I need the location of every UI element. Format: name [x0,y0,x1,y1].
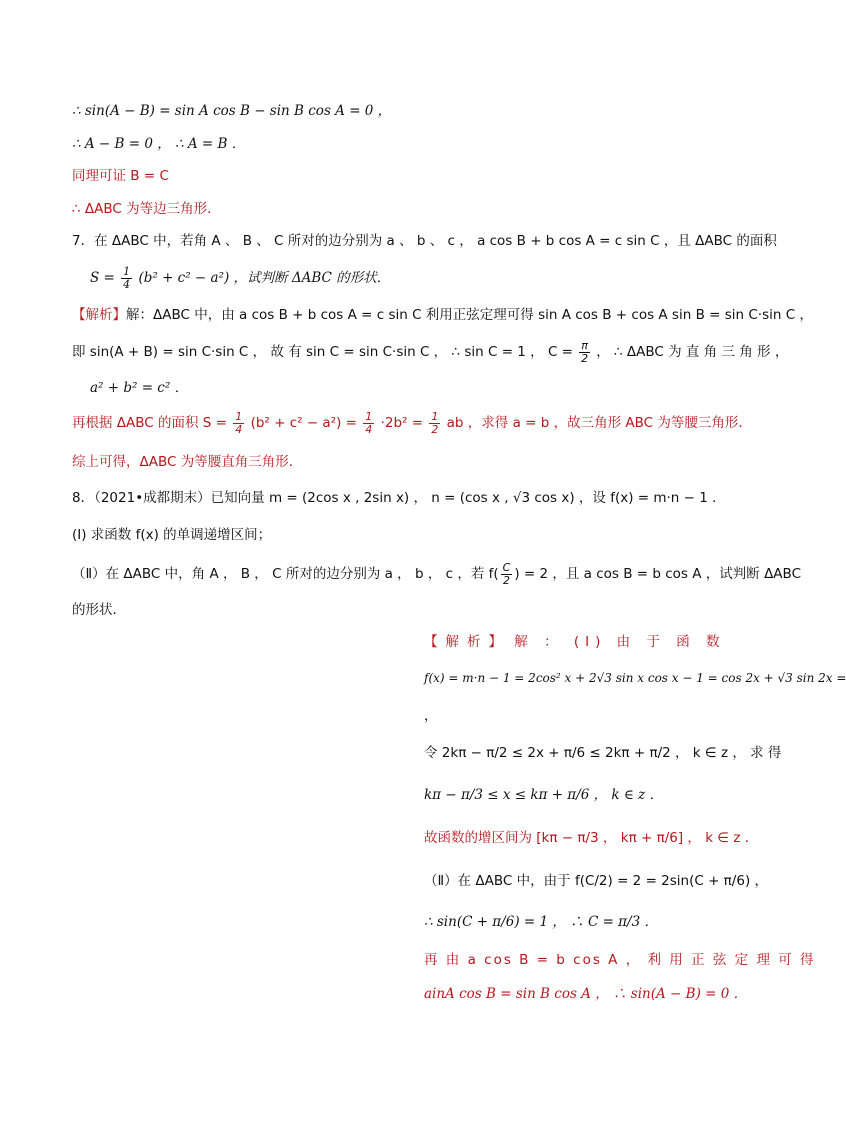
solution-8-line: kπ − π/3 ≤ x ≤ kπ + π/6 ， k ∈ z ． [424,787,664,803]
analysis-tag: 【解析】 [424,634,510,650]
solution-7-line: 综上可得，ΔABC 为等腰直角三角形． [72,454,303,470]
fraction-numerator: π [581,338,588,352]
fraction-numerator: 1 [431,409,439,423]
solution-8-line: 再 由 a cos B = b cos A ， 利 用 正 弦 定 理 可 得 [424,952,816,968]
text-line: ∴ sin(A − B) = sin A cos B − sin B cos A = 0 ， [72,103,392,119]
solution-8-line: 令 2kπ − π/2 ≤ 2x + π/6 ≤ 2kπ + π/2 ， k ∈ z ， 求 得 [424,745,782,761]
solution-text: (b² + c² − a²) = [250,415,357,431]
solution-8-line: ， [424,708,438,724]
fraction [579,340,590,365]
fraction [501,562,513,587]
fraction [363,411,374,436]
fraction [121,266,132,291]
solution-7-line [72,338,788,366]
fraction-numerator: C [502,560,511,574]
solution-text: ·2b² = [380,415,424,431]
solution-text: ab ，求得 a = b ，故三角形 ABC 为等腰三角形． [446,415,752,431]
fraction [233,411,244,436]
fraction-denominator: 4 [235,422,243,436]
question-7-text: 7．在 ΔABC 中，若角 A 、 B 、 C 所对的边分别为 a 、 b 、 c ， a cos B + b cos A = c sin C ，且 ΔABC 的面积 [72,233,777,249]
fraction-denominator: 2 [502,573,510,587]
question-text: ) = 2 ，且 a cos B = b cos A ，试判断 ΔABC [514,566,801,582]
question-text: （Ⅱ）在 ΔABC 中，角 A ， B ， C 所对的边分别为 a ， b ， c ，若 f( [72,566,499,582]
text-line: 同理可证 B = C [72,168,169,184]
solution-8-line: （Ⅱ）在 ΔABC 中，由于 f(C/2) = 2 = 2sin(C + π/6) ， [424,873,769,889]
solution-7-line [72,305,813,325]
question-7-formula [90,264,390,292]
question-8-text: (I) 求函数 f(x) 的单调递增区间； [72,527,272,543]
solution-8-line [424,632,726,652]
fraction-denominator: 4 [365,422,373,436]
question-8-text: 的形状． [72,602,126,618]
solution-8-line: 故函数的增区间为 [kπ − π/3 ， kπ + π/6] ， k ∈ z ． [424,830,759,846]
solution-text: ， ∴ ΔABC 为 直 角 三 角 形 ， [596,344,789,360]
fraction-numerator: 1 [235,409,243,423]
question-8-text [72,560,801,588]
solution-8-line: ∴ sin(C + π/6) = 1 ， ∴ C = π/3 ． [424,914,658,930]
fraction [429,411,440,436]
fraction-denominator: 2 [431,422,439,436]
text-line: ∴ ΔABC 为等边三角形． [72,201,221,217]
analysis-tag: 【解析】 [72,307,126,323]
formula-part: S = [90,270,115,286]
fraction-numerator: 1 [365,409,373,423]
solution-text: 即 sin(A + B) = sin C·sin C ， 故 有 sin C = sin C·sin C ， ∴ sin C = 1 ， C = [72,344,573,360]
solution-text: 再根据 ΔABC 的面积 S = [72,415,227,431]
solution-8-line: ainA cos B = sin B cos A ， ∴ sin(A − B) = 0 ． [424,986,748,1002]
solution-7-line: a² + b² = c² ． [90,380,189,396]
text-line: ∴ A − B = 0 ， ∴ A = B ． [72,136,246,152]
solution-7-line [72,409,752,437]
fraction-denominator: 2 [581,351,589,365]
fraction-numerator: 1 [123,265,131,278]
fraction-denominator: 4 [123,278,131,291]
solution-text: 解：ΔABC 中，由 a cos B + b cos A = c sin C 利用正弦定理可得 sin A cos B + cos A sin B = sin C·sin C ， [126,307,813,323]
formula-part: (b² + c² − a²) ，试判断 ΔABC 的形状． [138,270,391,286]
solution-8-line: f(x) = m·n − 1 = 2cos² x + 2√3 sin x cos x − 1 = cos 2x + √3 sin 2x = [424,671,846,685]
question-8-text: 8．（2021•成都期末）已知向量 m = (2cos x , 2sin x) ， n = (cos x , √3 cos x) ，设 f(x) = m·n − 1 ． [72,490,726,506]
solution-text: 解 ： (I) 由 于 函 数 [514,634,726,650]
